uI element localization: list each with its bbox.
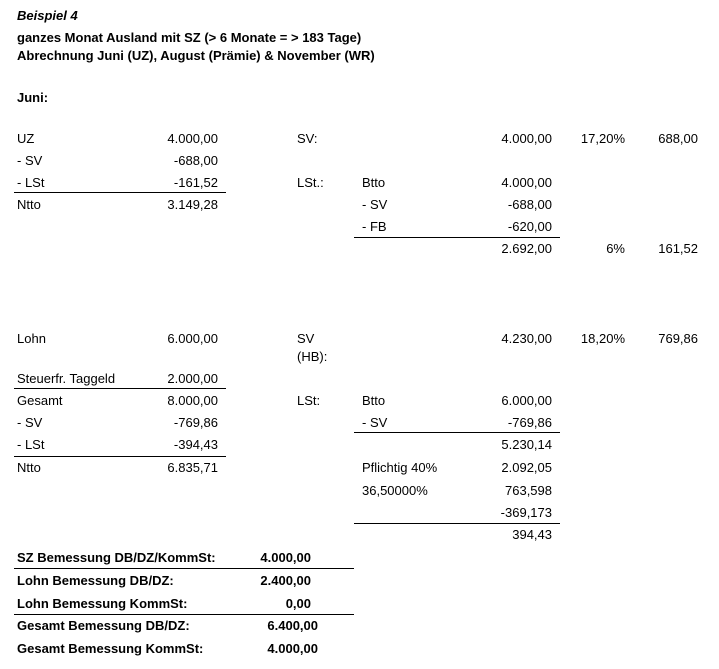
sv-value: -688,00 xyxy=(173,153,218,168)
lst-value: -394,43 xyxy=(173,437,218,452)
lst-value: -161,52 xyxy=(173,175,218,190)
taggeld-label: Steuerfr. Taggeld xyxy=(17,371,116,386)
taggeld-value: 2.000,00 xyxy=(167,371,218,386)
uz-value: 4.000,00 xyxy=(167,131,218,146)
ntto-label: Ntto xyxy=(17,460,41,475)
summary-value: 2.400,00 xyxy=(260,573,311,588)
sv-calc-amount: 688,00 xyxy=(658,131,698,146)
summary-label: Gesamt Bemessung DB/DZ: xyxy=(17,618,190,633)
sv-value: -769,86 xyxy=(173,415,218,430)
lst-row-label: - SV xyxy=(362,415,388,430)
divider xyxy=(354,237,560,238)
sv-hb-label-2: (HB): xyxy=(297,349,328,364)
lst-row-value: -688,00 xyxy=(507,197,552,212)
lst-row-value: 4.000,00 xyxy=(501,175,552,190)
lst-result-value: 2.692,00 xyxy=(501,241,552,256)
lst-calc-label: LSt.: xyxy=(297,175,324,190)
lst-label: - LSt xyxy=(17,175,45,190)
lst-row-value: -369,173 xyxy=(500,505,552,520)
lst-row-value: -620,00 xyxy=(507,219,552,234)
sv-label: - SV xyxy=(17,153,43,168)
ntto-label: Ntto xyxy=(17,197,41,212)
lst-calc-label: LSt: xyxy=(297,393,321,408)
summary-label: Lohn Bemessung KommSt: xyxy=(17,596,188,611)
divider xyxy=(14,192,226,193)
month-heading: Juni: xyxy=(17,90,49,105)
divider xyxy=(14,614,354,615)
sv-calc-rate: 18,20% xyxy=(580,331,625,346)
summary-label: Gesamt Bemessung KommSt: xyxy=(17,641,204,656)
divider xyxy=(354,432,560,433)
example-title: Beispiel 4 xyxy=(17,8,78,23)
uz-label: UZ xyxy=(17,131,35,146)
summary-label: SZ Bemessung DB/DZ/KommSt: xyxy=(17,550,216,565)
summary-label: Lohn Bemessung DB/DZ: xyxy=(17,573,174,588)
lst-row-value: 2.092,05 xyxy=(501,460,552,475)
summary-value: 4.000,00 xyxy=(267,641,318,656)
sv-calc-base: 4.230,00 xyxy=(501,331,552,346)
lst-row-label: - FB xyxy=(362,219,387,234)
lst-row-value: 5.230,14 xyxy=(501,437,552,452)
divider xyxy=(14,568,354,569)
ntto-value: 3.149,28 xyxy=(167,197,218,212)
divider xyxy=(14,456,226,457)
lst-row-label: 36,50000% xyxy=(362,483,428,498)
lst-row-label: - SV xyxy=(362,197,388,212)
sv-calc-base: 4.000,00 xyxy=(501,131,552,146)
lst-label: - LSt xyxy=(17,437,45,452)
lst-row-value: -769,86 xyxy=(507,415,552,430)
sv-hb-label: SV xyxy=(297,331,315,346)
header-line-1: ganzes Monat Ausland mit SZ (> 6 Monate = > 183 Tage) xyxy=(17,30,362,45)
sv-calc-label: SV: xyxy=(297,131,318,146)
divider xyxy=(354,523,560,524)
sv-calc-rate: 17,20% xyxy=(580,131,625,146)
lst-row-value: 763,598 xyxy=(505,483,552,498)
lohn-value: 6.000,00 xyxy=(167,331,218,346)
gesamt-value: 8.000,00 xyxy=(167,393,218,408)
sv-label: - SV xyxy=(17,415,43,430)
lst-row-label: Btto xyxy=(362,393,386,408)
sv-calc-amount: 769,86 xyxy=(658,331,698,346)
ntto-value: 6.835,71 xyxy=(167,460,218,475)
summary-value: 4.000,00 xyxy=(260,550,311,565)
divider xyxy=(14,388,226,389)
lohn-label: Lohn xyxy=(17,331,46,346)
lst-row-label: Pflichtig 40% xyxy=(362,460,438,475)
lst-total-value: 394,43 xyxy=(512,527,552,542)
lst-result-amount: 161,52 xyxy=(658,241,698,256)
lst-row-value: 6.000,00 xyxy=(501,393,552,408)
lst-result-rate: 6% xyxy=(606,241,625,256)
gesamt-label: Gesamt xyxy=(17,393,63,408)
header-line-2: Abrechnung Juni (UZ), August (Prämie) & November (WR) xyxy=(17,48,375,63)
lst-row-label: Btto xyxy=(362,175,386,190)
summary-value: 6.400,00 xyxy=(267,618,318,633)
summary-value: 0,00 xyxy=(285,596,311,611)
